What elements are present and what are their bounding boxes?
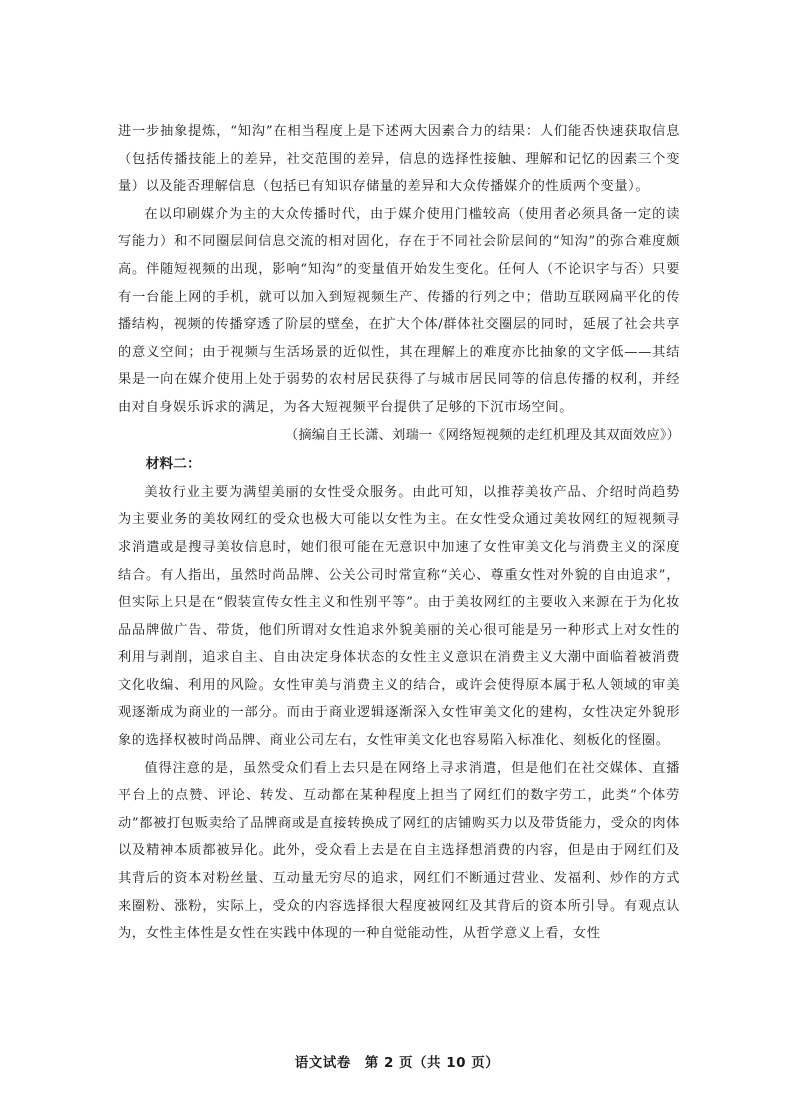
paragraph-continuation: 进一步抽象提炼，“知沟”在相当程度上是下述两大因素合力的结果：人们能否快速获取信息（包括传播技能上的差异，社交范围的差异，信息的选择性接触、理解和记忆的因素三个变量）以及能否理解信息（包括已有知识存储量的差异和大众传播媒介的性质两个变量）。 [118,124,680,195]
document-body [118,118,680,948]
source-citation: （摘编自王长潇、刘瑞一《网络短视频的走红机理及其双面效应》） [284,427,680,443]
paragraph-beauty-industry: 美妆行业主要为满望美丽的女性受众服务。由此可知，以推荐美妆产品、介绍时尚趋势为主要业务的美妆网红的受众也极大可能以女性为主。在女性受众通过美妆网红的短视频寻求消遣或是搜寻美妆信息时，她们很可能在无意识中加速了女性审美文化与消费主义的深度结合。有人指出，虽然时尚品牌、公关公司时常宣称“关心、尊重女性对外貌的自由追求”，但实际上只是在“假装宣传女性主义和性别平等”。由于美妆网红的主要收入来源在于为化妆品品牌做广告、带货，他们所谓对女性追求外貌美丽的关心很可能是另一种形式上对女性的利用与剥削，追求自主、自由决定身体状态的女性主义意识在消费主义大潮中面临着被消费文化收编、利用的风险。女性审美与消费主义的结合，或许会使得原本属于私人领域的审美观逐渐成为商业的一部分。而由于商业逻辑逐渐深入女性审美文化的建构，女性决定外貌形象的选择权被时尚品牌、商业公司左右，女性审美文化也容易陷入标准化、刻板化的怪圈。 [118,484,680,749]
paragraph-digital-labor: 值得注意的是，虽然受众们看上去只是在网络上寻求消遣，但是他们在社交媒体、直播平台上的点赞、评论、转发、互动都在某种程度上担当了网红们的数字劳工，此类“个体劳动”都被打包贩卖给了品牌商或是直接转换成了网红的店铺购买力以及带货能力，受众的肉体以及精神本质都被异化。此外，受众看上去是在自主选择想消费的内容，但是由于网红们及其背后的资本对粉丝量、互动量无穷尽的追求，网红们不断通过营业、发福利、炒作的方式来圈粉、涨粉，实际上，受众的内容选择很大程度被网红及其背后的资本所引导。有观点认为，女性主体性是女性在实践中体现的一种自觉能动性，从哲学意义上看，女性 [118,760,680,942]
page-footer: 语文试卷 第 2 页（共 10 页） [294,1055,500,1071]
paragraph-knowledge-gap: 在以印刷媒介为主的大众传播时代，由于媒介使用门槛较高（使用者必须具备一定的读写能力）和不同圈层间信息交流的相对固化，存在于不同社会阶层间的“知沟”的弥合难度颇高。伴随短视频的出现，影响“知沟”的变量值开始发生变化。任何人（不论识字与否）只要有一台能上网的手机，就可以加入到短视频生产、传播的行列之中；借助互联网扁平化的传播结构，视频的传播穿透了阶层的壁垒，在扩大个体/群体社交圈层的同时，延展了社会共享的意义空间；由于视频与生活场景的近似性，其在理解上的难度亦比抽象的文字低——其结果是一向在媒介使用上处于弱势的农村居民获得了与城市居民同等的信息传播的权利，并经由对自身娱乐诉求的满足，为各大短视频平台提供了足够的下沉市场空间。 [118,206,680,415]
material-two-heading: 材料二： [145,456,201,473]
